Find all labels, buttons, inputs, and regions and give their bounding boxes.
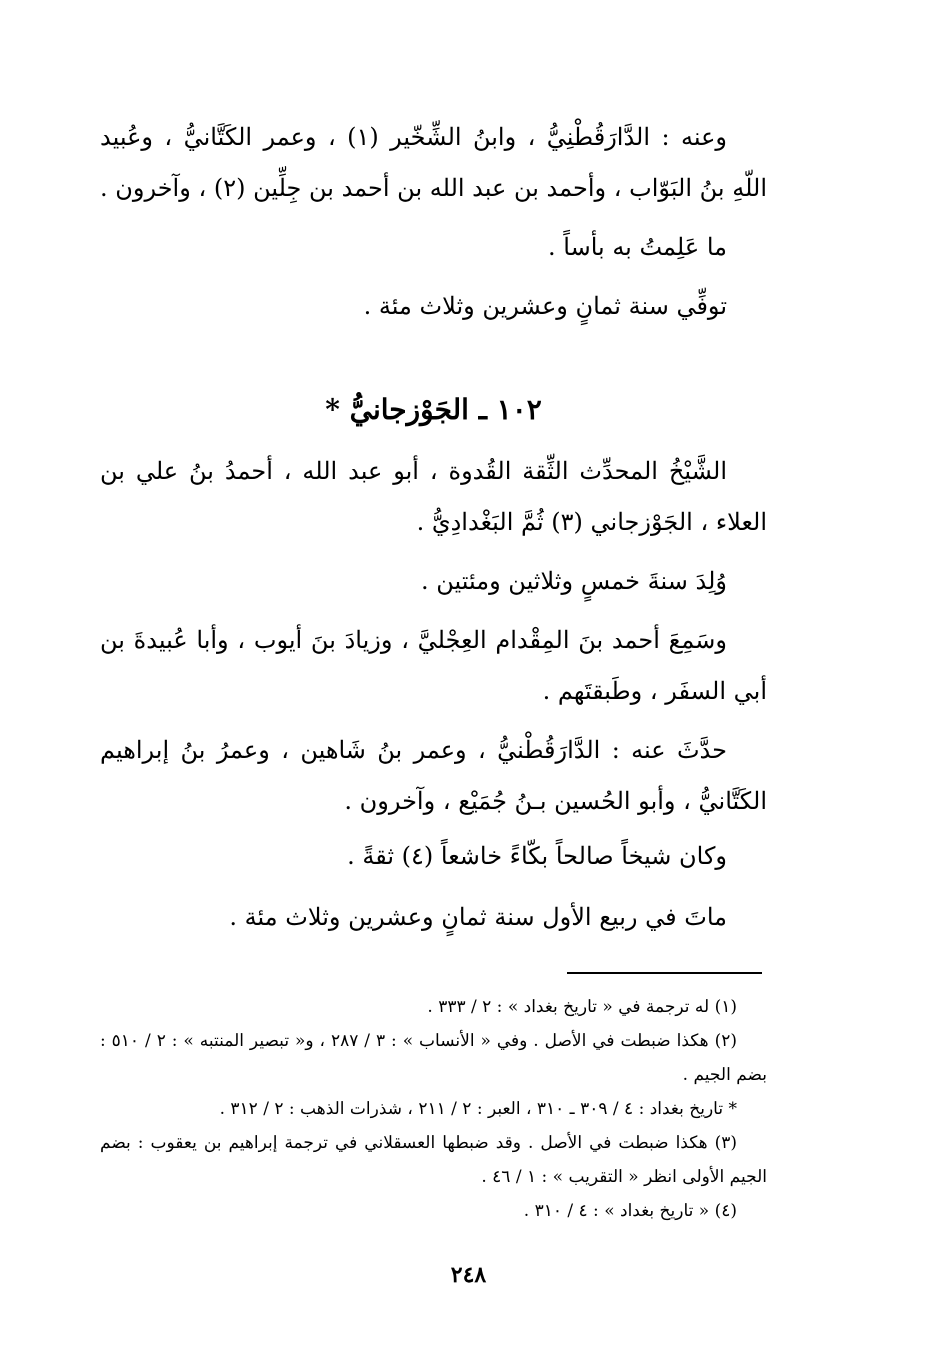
students-paragraph: حدَّثَ عنه : الدَّارَقُطْنيُّ ، وعمر بنُ شَاهين ، وعمرُ بنُ إبراهيم الكَتَّانيُّ ، وأبو الحُسين بـنُ جُمَيْع ، وآخرون . [100, 736, 767, 815]
birth-paragraph: وُلِدَ سنةَ خمسٍ وثلاثين ومئتين . [420, 567, 727, 595]
death-date-paragraph: ماتَ في ربيع الأول سنة ثمانٍ وعشرين وثلاث مئة . [229, 903, 727, 931]
footnote-2: (٢) هكذا ضبطت في الأصل . وفي « الأنساب » : ٣ / ٢٨٧ ، و« تبصير المنتبه » : ٢ / ٥١٠ : بضم الجيم . [100, 1031, 767, 1085]
death-paragraph: توفِّي سنة ثمانٍ وعشرين وثلاث مئة . [363, 292, 727, 320]
teachers-paragraph: وسَمِعَ أحمد بنَ المِقْدام العِجْليَّ ، وزيادَ بنَ أيوب ، وأبا عُبيدةَ بن أبي السفَر ، وطَبقتَهم . [100, 626, 767, 705]
character-paragraph: وكان شيخاً صالحاً بكّاءً خاشعاً (٤) ثقةً . [347, 842, 727, 870]
page-number: ٢٤٨ [450, 1262, 487, 1288]
footnote-3: (٣) هكذا ضبطت في الأصل . وقد ضبطها العسقلاني في ترجمة إبراهيم بن يعقوب : بضم الجيم الأولى انظر « التقريب » : ١ / ٤٦ . [100, 1133, 767, 1187]
footnote-4: (٤) « تاريخ بغداد » : ٤ / ٣١٠ . [523, 1201, 737, 1221]
footnote-divider [567, 972, 762, 974]
footnote-sources: * تاريخ بغداد : ٤ / ٣٠٩ ـ ٣١٠ ، العبر : ٢ / ٢١١ ، شذرات الذهب : ٢ / ٣١٢ . [219, 1099, 737, 1119]
footnote-1: (١) له ترجمة في « تاريخ بغداد » : ٢ / ٣٣٣ . [427, 997, 737, 1017]
narrators-paragraph: وعنه : الدَّارَقُطْنِيُّ ، وابنُ الشِّخّير (١) ، وعمر الكَتَّانيُّ ، وعُبيد اللّهِ بنُ البَوّاب ، وأحمد بن عبد الله بن أحمد بن جِلِّين (٢) ، وآخرون . [100, 123, 767, 202]
footnotes-section [100, 990, 767, 1228]
entry-heading: ١٠٢ ـ الجَوْزجانيُّ * [325, 393, 542, 426]
top-section [100, 112, 767, 332]
bio-intro-paragraph: الشَّيْخُ المحدِّث الثِّقة القُدوة ، أبو عبد الله ، أحمدُ بنُ علي بن العلاء ، الجَوْزجاني (٣) ثُمَّ البَغْدادِيُّ . [100, 457, 767, 536]
assessment-paragraph: ما عَلِمتُ به بأساً . [548, 233, 727, 261]
biography-section [100, 446, 767, 943]
